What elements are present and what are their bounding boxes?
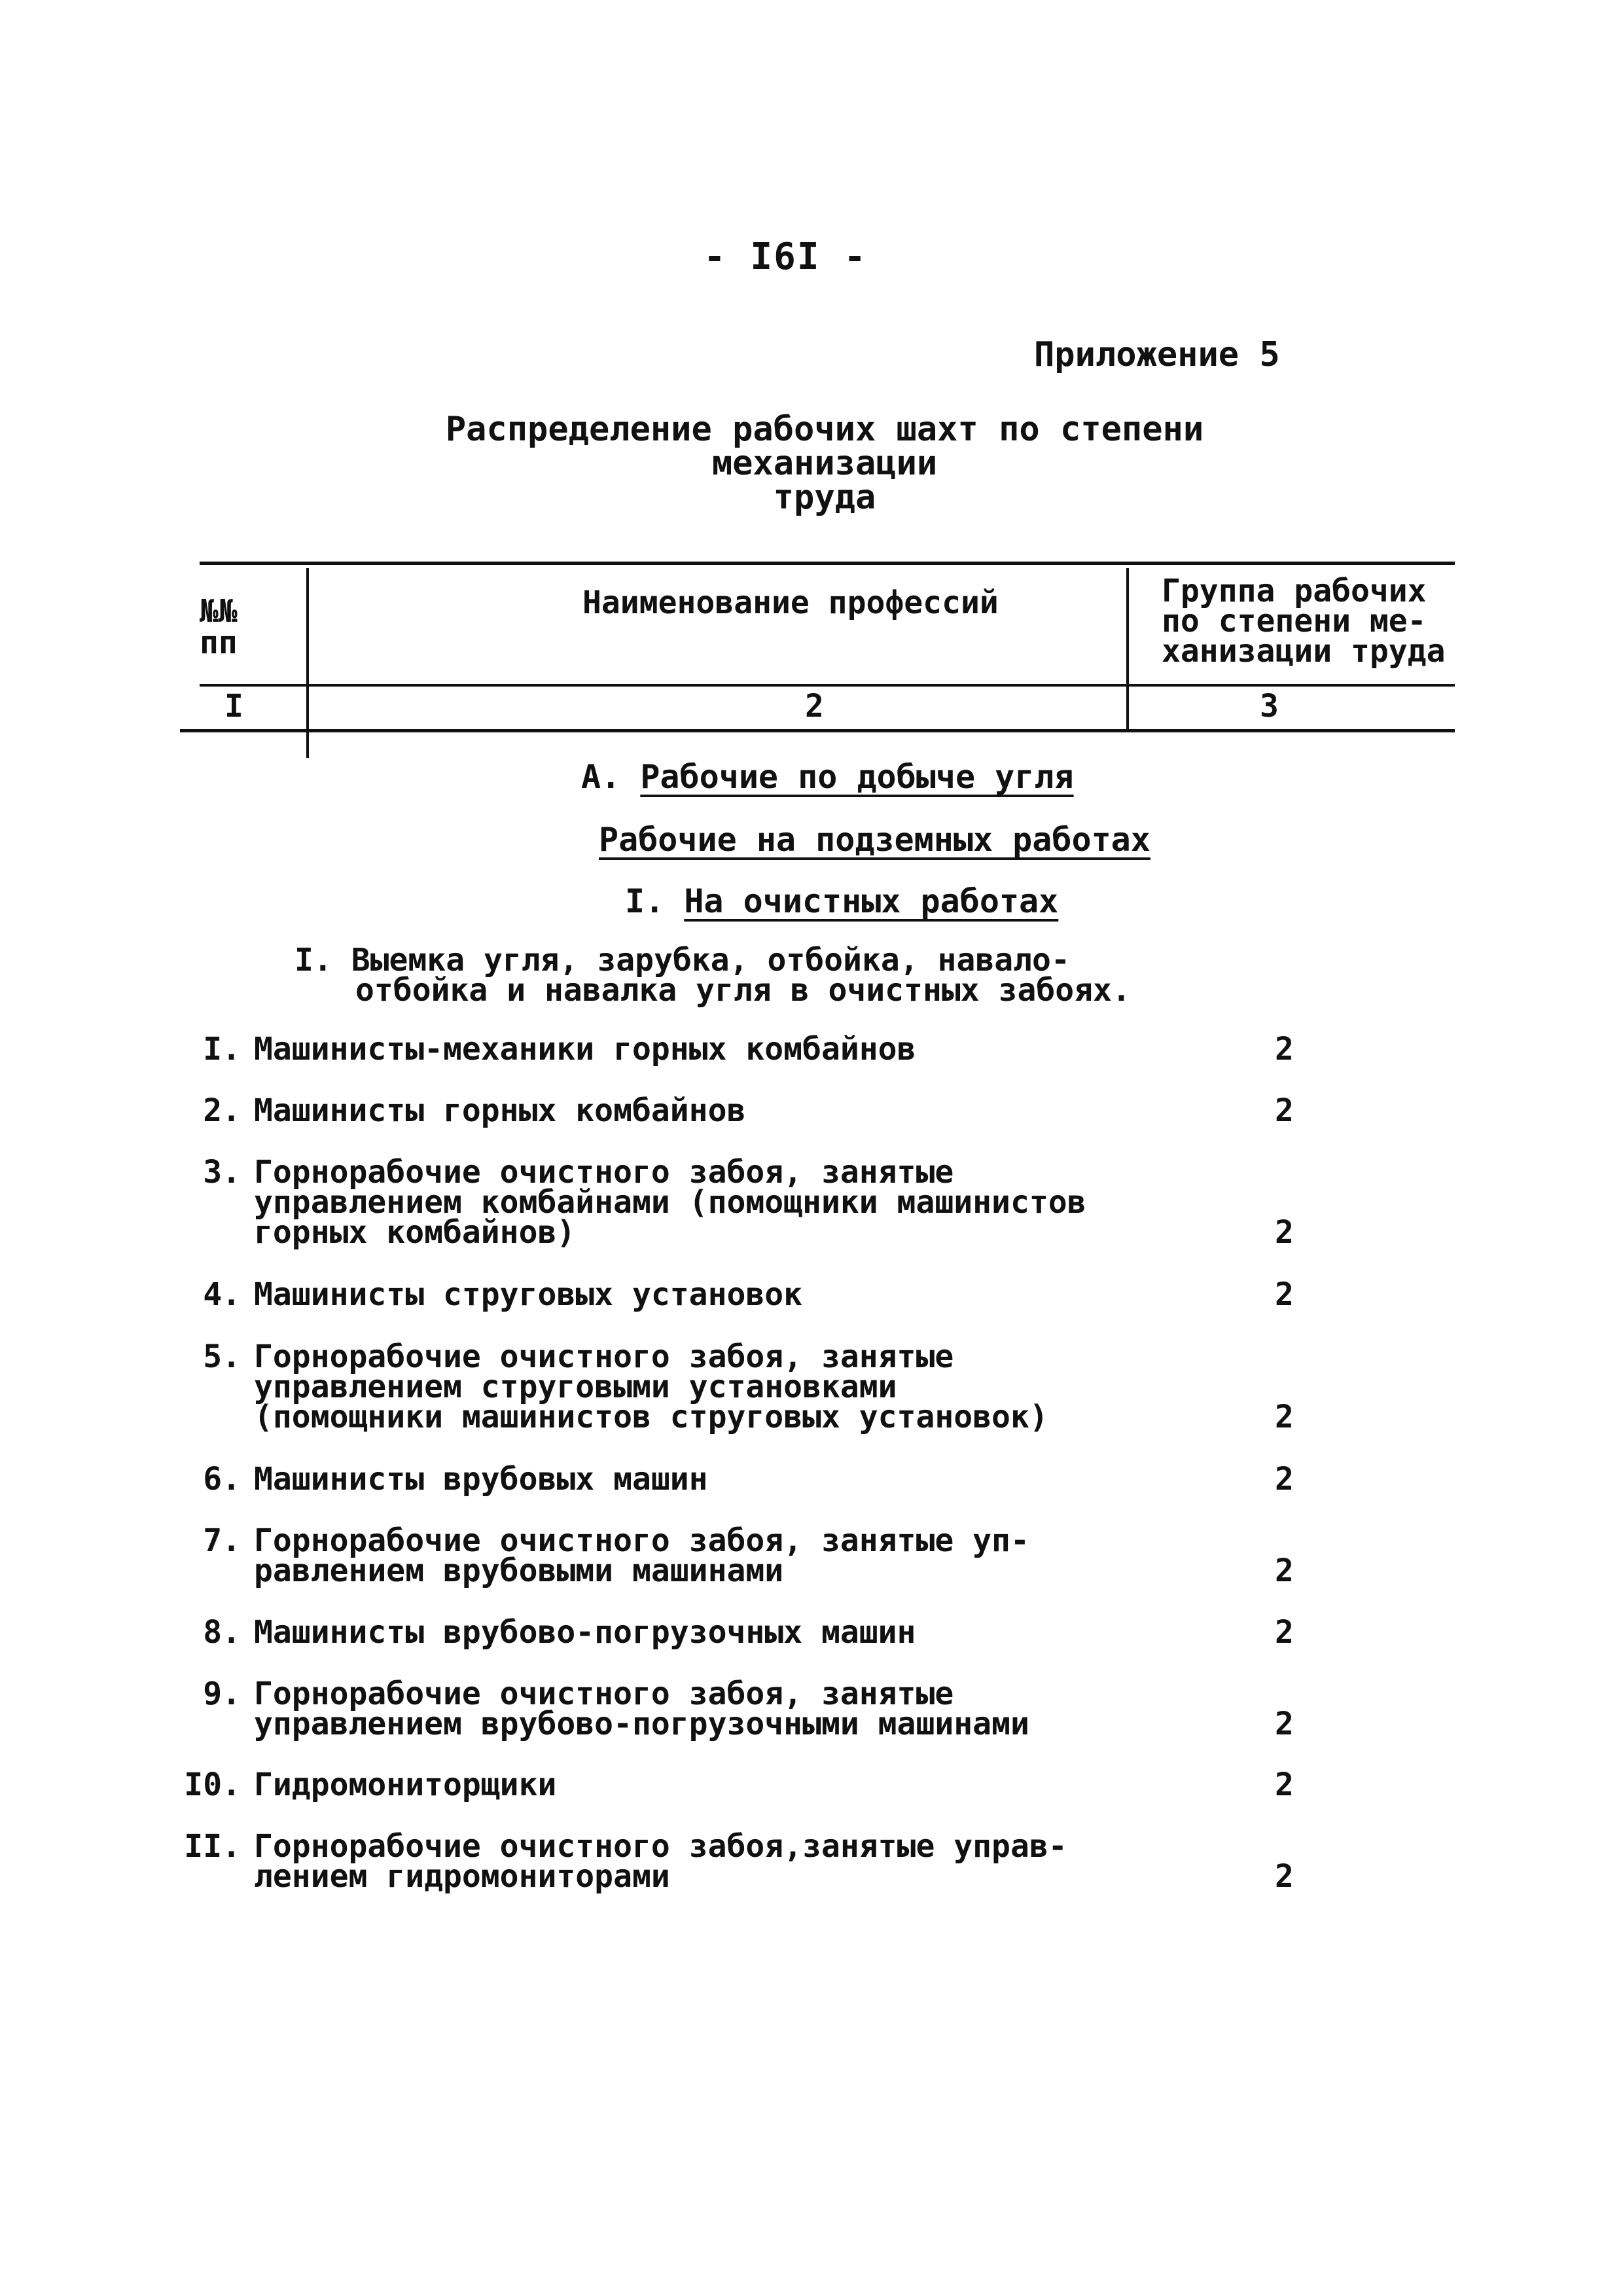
item-text: [254, 1767, 557, 1803]
header-col-group-line-2: по степени ме-: [1162, 603, 1427, 639]
column-number-1: I: [224, 688, 243, 725]
item-number: 6.: [203, 1461, 241, 1498]
table-top-rule: [200, 562, 1455, 565]
table-col-divider-1: [306, 568, 309, 758]
item-text: [254, 1276, 803, 1313]
item-text-line: Горнорабочие очистного забоя, занятые: [254, 1338, 954, 1375]
item-group-value: 2: [1275, 1276, 1294, 1313]
item-text: [254, 1676, 1029, 1742]
header-col-profession: Наименование профессий: [582, 584, 999, 621]
item-text-line: Машинисты врубовых машин: [254, 1461, 708, 1498]
item-text-line: Горнорабочие очистного забоя, занятые: [254, 1154, 954, 1191]
column-number-2: 2: [805, 688, 824, 725]
item-text-line: Машинисты горных комбайнов: [254, 1092, 746, 1129]
list-item: [0, 1276, 1623, 1313]
item-text: [254, 1614, 916, 1651]
table-col-divider-2: [1126, 568, 1129, 732]
item-number: II.: [184, 1828, 241, 1865]
item-text: [254, 1031, 916, 1067]
section-a-prefix: А.: [581, 758, 641, 796]
item-text: [254, 1154, 1086, 1251]
document-title: [347, 410, 1302, 517]
item-number: 5.: [203, 1338, 241, 1375]
column-number-3: 3: [1260, 688, 1279, 725]
table-header: [200, 562, 1455, 733]
item-number: I.: [203, 1031, 241, 1067]
item-text-line: управлением струговыми установками: [254, 1369, 897, 1405]
list-item: [0, 1828, 1623, 1895]
list-item: [0, 1338, 1623, 1435]
item-text-line: Горнорабочие очистного забоя,занятые управ-: [254, 1828, 1067, 1865]
section-a-heading: [581, 758, 1074, 796]
appendix-label: Приложение 5: [1034, 335, 1280, 374]
table-header-rule: [200, 684, 1455, 687]
section-a-title: Рабочие по добыче угля: [640, 758, 1074, 796]
item-group-value: 2: [1275, 1552, 1294, 1589]
item-number: 8.: [203, 1614, 241, 1651]
item-text-line: горных комбайнов): [254, 1214, 576, 1251]
item-group-value: 2: [1275, 1614, 1294, 1651]
item-text-line: лением гидромониторами: [254, 1858, 670, 1895]
group-1-heading: [294, 942, 1131, 1009]
item-text-line: Машинисты врубово-погрузочных машин: [254, 1614, 916, 1651]
item-number: 2.: [203, 1092, 241, 1129]
item-group-value: 2: [1275, 1767, 1294, 1803]
list-item: [0, 1031, 1623, 1067]
item-text-line: (помощники машинистов струговых установок): [254, 1399, 1048, 1435]
title-line-2: труда: [773, 478, 876, 517]
item-group-value: 2: [1275, 1031, 1294, 1067]
group-1-line-2: отбойка и навалка угля в очистных забоях.: [355, 972, 1131, 1009]
subsection-1-heading: [625, 882, 1058, 920]
item-text: [254, 1092, 746, 1129]
list-item: [0, 1154, 1623, 1251]
item-number: 7.: [203, 1522, 241, 1559]
item-text-line: Машинисты-механики горных комбайнов: [254, 1031, 916, 1067]
item-text-line: равлением врубовыми машинами: [254, 1552, 784, 1589]
item-group-value: 2: [1275, 1706, 1294, 1742]
item-number: 9.: [203, 1676, 241, 1712]
item-number: I0.: [184, 1767, 241, 1803]
header-col-number: №№ пп: [200, 593, 238, 661]
list-item: [0, 1461, 1623, 1498]
header-col-group-line-3: ханизации труда: [1162, 633, 1446, 670]
subsection-1-title: На очистных работах: [684, 882, 1059, 920]
title-line-1: Распределение рабочих шахт по степени механизации: [445, 410, 1204, 483]
group-1-line-1: I. Выемка угля, зарубка, отбойка, навало-: [294, 942, 1070, 978]
item-text: [254, 1338, 1048, 1435]
item-group-value: 2: [1275, 1399, 1294, 1435]
item-text-line: управлением врубово-погрузочными машинами: [254, 1706, 1029, 1742]
item-group-value: 2: [1275, 1461, 1294, 1498]
list-item: [0, 1614, 1623, 1651]
item-text-line: Горнорабочие очистного забоя, занятые уп-: [254, 1522, 1029, 1559]
list-item: [0, 1767, 1623, 1803]
item-text-line: Горнорабочие очистного забоя, занятые: [254, 1676, 954, 1712]
list-item: [0, 1522, 1623, 1589]
item-number: 3.: [203, 1154, 241, 1191]
item-group-value: 2: [1275, 1214, 1294, 1251]
header-col-group-line-1: Группа рабочих: [1162, 573, 1427, 609]
subsection-1-prefix: I.: [625, 882, 685, 920]
item-text: [254, 1461, 708, 1498]
item-text-line: Машинисты струговых установок: [254, 1276, 803, 1313]
item-group-value: 2: [1275, 1092, 1294, 1129]
item-text-line: управлением комбайнами (помощники машинистов: [254, 1184, 1086, 1221]
item-group-value: 2: [1275, 1858, 1294, 1895]
underground-heading: Рабочие на подземных работах: [599, 821, 1150, 859]
list-item: [0, 1676, 1623, 1742]
header-col-group: [1162, 573, 1446, 670]
item-text: [254, 1522, 1029, 1589]
page-number: - I6I -: [704, 236, 868, 278]
item-text: [254, 1828, 1067, 1895]
table-bottom-rule: [180, 729, 1455, 732]
item-text-line: Гидромониторщики: [254, 1767, 557, 1803]
item-number: 4.: [203, 1276, 241, 1313]
list-item: [0, 1092, 1623, 1129]
